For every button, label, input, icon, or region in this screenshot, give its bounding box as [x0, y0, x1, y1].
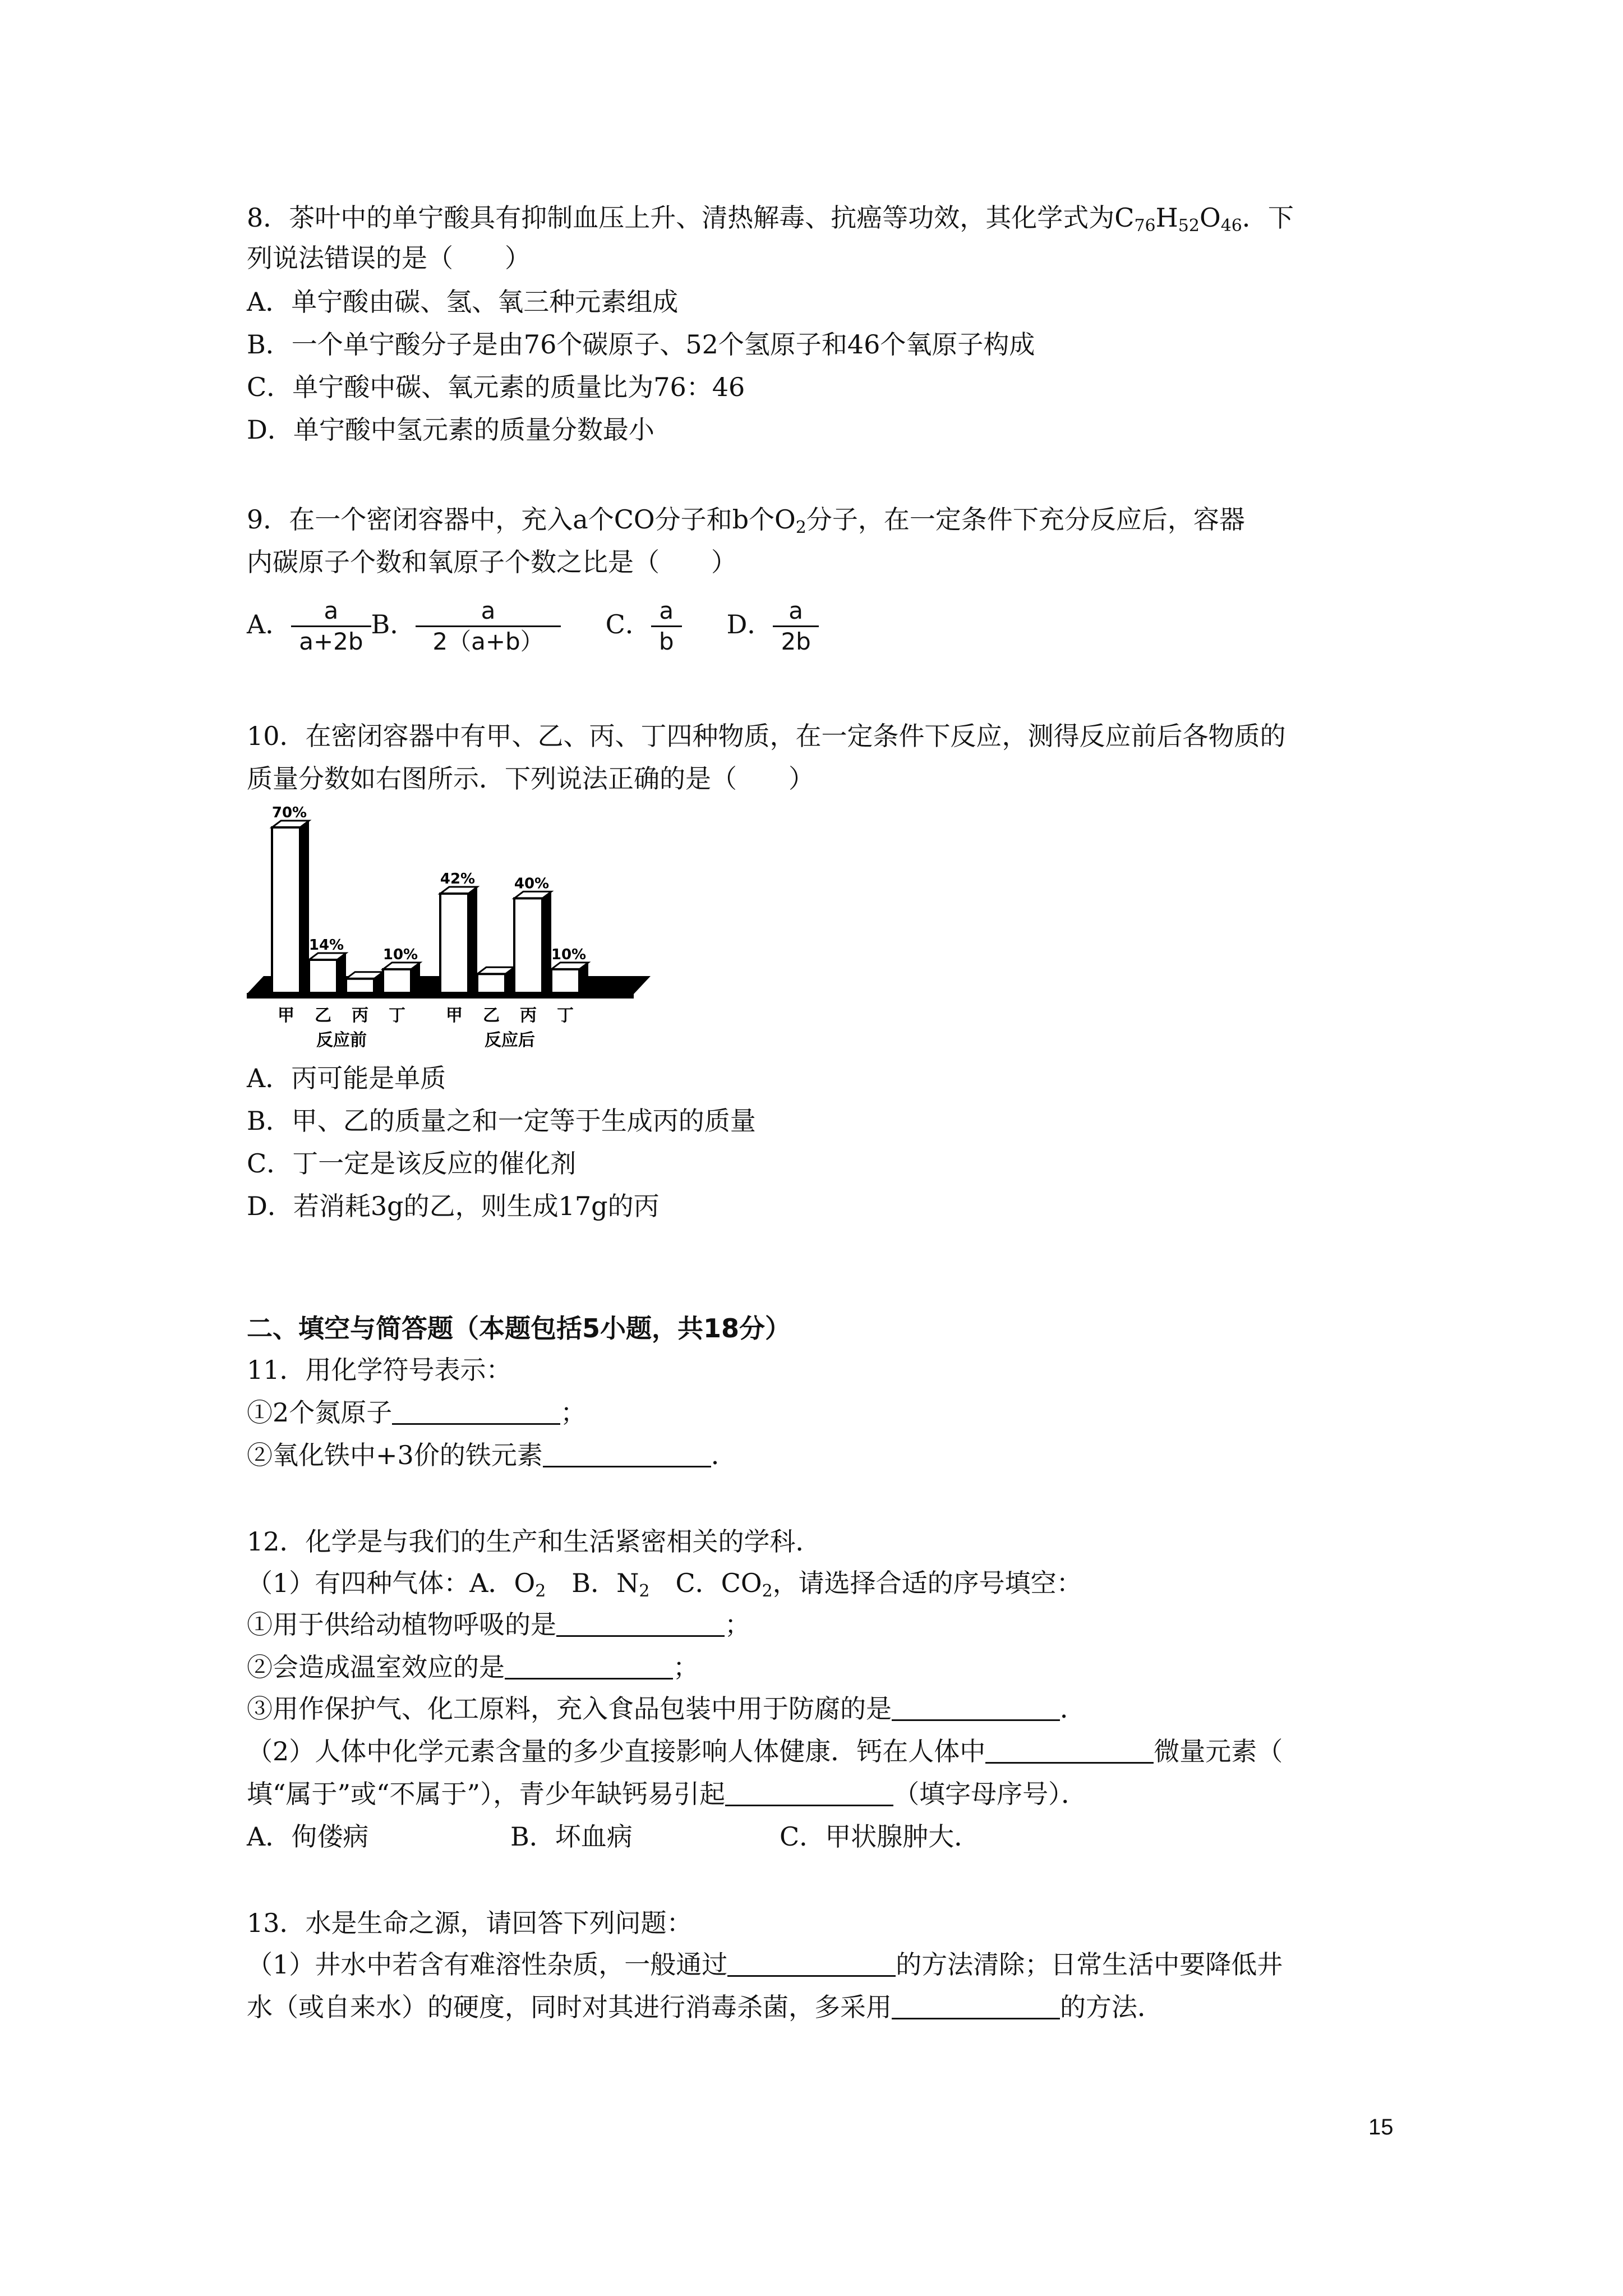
category-label: 丁: [557, 1006, 574, 1025]
bar-chart: [247, 802, 662, 1060]
bar: [383, 969, 411, 993]
q12-part1-stem: （1）有四种气体：A．$O_2$ B．$N_2$ C．$CO_2$，请选择合适的序号填空：: [247, 1568, 1082, 1601]
q11-item-2: ②氧化铁中+3价的铁元素 ．: [247, 1440, 737, 1470]
answer-blank[interactable]: [392, 1397, 560, 1425]
q8-stem-line2: 列说法错误的是（ ）: [247, 243, 531, 273]
q12-choices: A．佝偻病 B．坏血病 C．甲状腺肿大．: [247, 1821, 980, 1852]
q8-stem-line1: 8．茶叶中的单宁酸具有抑制血压上升、清热解毒、抗癌等功效，其化学式为$C_{76}H_{52}O_{46}$．下: [247, 203, 1294, 236]
q10-stem-line2: 质量分数如右图所示．下列说法正确的是（ ）: [247, 763, 814, 794]
fraction: $\frac{a}{2(a+b)}$: [416, 596, 560, 656]
q8-option-b: B．一个单宁酸分子是由76个碳原子、52个氢原子和46个氧原子构成: [247, 329, 1035, 360]
bar-side: [542, 891, 551, 993]
bar: [551, 969, 579, 993]
q9-option-c: C． $\frac{a}{b}$: [606, 593, 682, 657]
answer-blank[interactable]: [892, 1992, 1060, 2019]
bar: [440, 894, 468, 993]
q10-stem-line1: 10．在密闭容器中有甲、乙、丙、丁四种物质，在一定条件下反应，测得反应前后各物质的: [247, 721, 1286, 751]
bar: [309, 960, 337, 993]
bar-side: [300, 821, 309, 993]
answer-blank[interactable]: [543, 1440, 711, 1467]
answer-blank[interactable]: [892, 1694, 1060, 1721]
category-label: 丙: [352, 1006, 368, 1025]
answer-blank[interactable]: [725, 1779, 893, 1806]
category-label: 乙: [483, 1006, 500, 1025]
q12-part2-line1: （2）人体中化学元素含量的多少直接影响人体健康．钙在人体中 微量元素（: [247, 1736, 1283, 1766]
group-label: 反应前: [316, 1030, 367, 1050]
q10-option-a: A．丙可能是单质: [247, 1063, 446, 1093]
category-label: 甲: [446, 1006, 463, 1025]
bar-side: [468, 887, 477, 993]
answer-blank[interactable]: [556, 1609, 725, 1637]
data-label: 40%: [514, 875, 550, 892]
q9-stem-line1: 9．在一个密闭容器中，充入a个CO分子和b个$O_2$分子，在一定条件下充分反应后，容器: [247, 504, 1245, 537]
category-label: 甲: [278, 1006, 294, 1025]
bar: [477, 974, 505, 993]
q9-option-a: A． $\frac{a}{a+2b}$: [247, 593, 371, 657]
page-number: 15: [1368, 2115, 1394, 2139]
category-label: 丙: [520, 1006, 537, 1025]
data-label: 42%: [440, 871, 476, 887]
q13-stem: 13．水是生命之源，请回答下列问题：: [247, 1908, 693, 1938]
data-label: 10%: [382, 946, 418, 963]
q12-part2-line2: 填“属于”或“不属于”），青少年缺钙易引起 （填字母序号）．: [247, 1779, 1087, 1809]
q10-option-b: B．甲、乙的质量之和一定等于生成丙的质量: [247, 1106, 756, 1136]
q9-option-b: B． $\frac{a}{2(a+b)}$: [371, 593, 561, 657]
bar: [272, 827, 300, 993]
fraction: $\frac{a}{2b}$: [773, 596, 818, 656]
q13-part1-line1: （1）井水中若含有难溶性杂质，一般通过 的方法清除；日常生活中要降低井: [247, 1949, 1283, 1980]
group-label: 反应后: [485, 1030, 535, 1050]
data-label: 70%: [271, 804, 307, 821]
fraction: $\frac{a}{a+2b}$: [291, 596, 371, 656]
answer-blank[interactable]: [505, 1652, 673, 1680]
answer-blank[interactable]: [985, 1736, 1154, 1764]
q9-option-d: D． $\frac{a}{2b}$: [727, 593, 819, 657]
category-label: 乙: [315, 1006, 331, 1025]
q11-item-1: ①2个氮原子 ；: [247, 1397, 587, 1428]
q10-option-c: C．丁一定是该反应的催化剂: [247, 1148, 577, 1179]
data-label: 14%: [308, 937, 344, 954]
data-label: 10%: [551, 946, 587, 963]
q10-option-d: D．若消耗3g的乙，则生成17g的丙: [247, 1191, 660, 1221]
category-label: 丁: [389, 1006, 405, 1025]
q13-part1-line2: 水（或自来水）的硬度，同时对其进行消毒杀菌，多采用 的方法．: [247, 1992, 1163, 2022]
q9-options: [247, 592, 819, 656]
q8-option-d: D．单宁酸中氢元素的质量分数最小: [247, 415, 654, 445]
q8-option-a: A．单宁酸由碳、氢、氧三种元素组成: [247, 287, 679, 317]
answer-blank[interactable]: [727, 1949, 896, 1977]
q11-stem: 11．用化学符号表示：: [247, 1355, 512, 1385]
q9-stem-line2: 内碳原子个数和氧原子个数之比是（ ）: [247, 547, 737, 577]
q12-item-2: ②会造成温室效应的是 ；: [247, 1652, 699, 1682]
bar: [346, 979, 374, 993]
q12-item-3: ③用作保护气、化工原料，充入食品包装中用于防腐的是 ．: [247, 1694, 1086, 1724]
q12-stem: 12．化学是与我们的生产和生活紧密相关的学科．: [247, 1526, 822, 1557]
q8-option-c: C．单宁酸中碳、氧元素的质量比为76：46: [247, 372, 745, 402]
q12-item-1: ①用于供给动植物呼吸的是 ；: [247, 1609, 750, 1640]
fraction: $\frac{a}{b}$: [651, 596, 682, 656]
section-heading: 二、填空与简答题（本题包括5小题，共18分）: [247, 1313, 791, 1343]
bar: [514, 898, 542, 993]
